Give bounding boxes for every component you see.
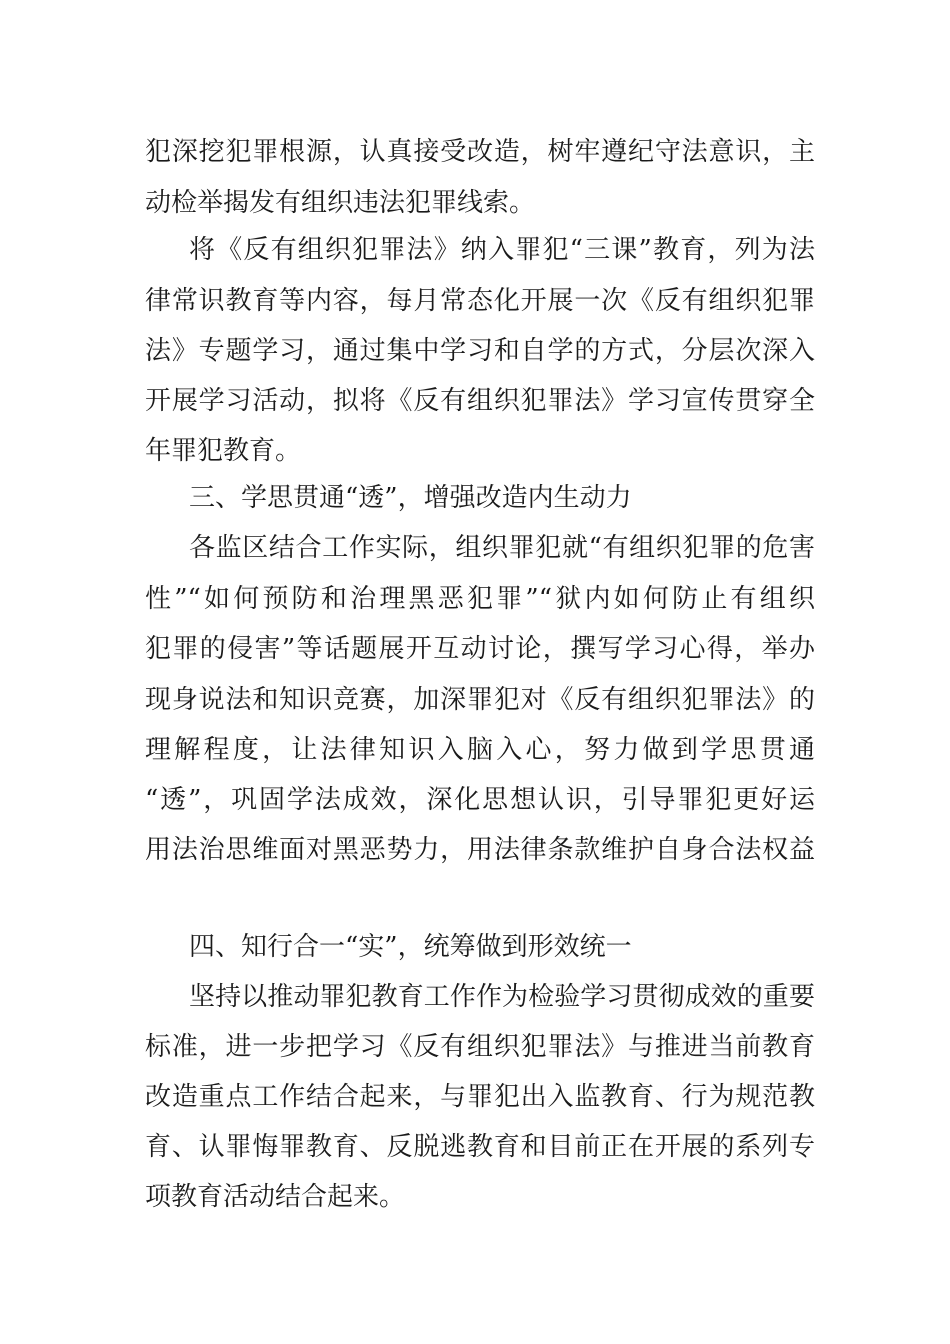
body-text-line: 标准，进一步把学习《反有组织犯罪法》与推进当前教育 bbox=[145, 1032, 815, 1062]
body-text-line: 现身说法和知识竞赛，加深罪犯对《反有组织犯罪法》的 bbox=[145, 685, 815, 715]
body-text-line: 犯深挖犯罪根源，认真接受改造，树牢遵纪守法意识，主 bbox=[145, 137, 815, 167]
body-text-line: “透”，巩固学法成效，深化思想认识，引导罪犯更好运 bbox=[145, 785, 815, 815]
body-text-line: 开展学习活动，拟将《反有组织犯罪法》学习宣传贯穿全 bbox=[145, 386, 815, 416]
body-text-line: 性”“如何预防和治理黑恶犯罪”“狱内如何防止有组织 bbox=[145, 584, 815, 614]
body-text-line: 项教育活动结合起来。 bbox=[145, 1182, 406, 1212]
body-text-line: 犯罪的侵害”等话题展开互动讨论，撰写学习心得，举办 bbox=[145, 634, 815, 664]
body-text-line: 改造重点工作结合起来，与罪犯出入监教育、行为规范教 bbox=[145, 1082, 815, 1112]
body-text-line: 律常识教育等内容，每月常态化开展一次《反有组织犯罪 bbox=[145, 286, 815, 316]
body-text-line: 年罪犯教育。 bbox=[145, 436, 302, 466]
body-text-line: 育、认罪悔罪教育、反脱逃教育和目前正在开展的系列专 bbox=[145, 1132, 815, 1162]
body-text-line: 用法治思维面对黑恶势力，用法律条款维护自身合法权益 bbox=[145, 835, 815, 865]
body-text-line: 理解程度，让法律知识入脑入心，努力做到学思贯通 bbox=[145, 735, 815, 765]
body-text-line: 法》专题学习，通过集中学习和自学的方式，分层次深入 bbox=[145, 336, 815, 366]
paragraph-first-line: 各监区结合工作实际，组织罪犯就“有组织犯罪的危害 bbox=[189, 533, 815, 563]
section-heading-4: 四、知行合一“实”，统筹做到形效统一 bbox=[189, 932, 632, 962]
body-text-line: 动检举揭发有组织违法犯罪线索。 bbox=[145, 188, 536, 218]
paragraph-first-line: 坚持以推动罪犯教育工作作为检验学习贯彻成效的重要 bbox=[189, 982, 815, 1012]
section-heading-3: 三、学思贯通“透”，增强改造内生动力 bbox=[189, 483, 632, 513]
paragraph-first-line: 将《反有组织犯罪法》纳入罪犯“三课”教育，列为法 bbox=[189, 235, 815, 265]
